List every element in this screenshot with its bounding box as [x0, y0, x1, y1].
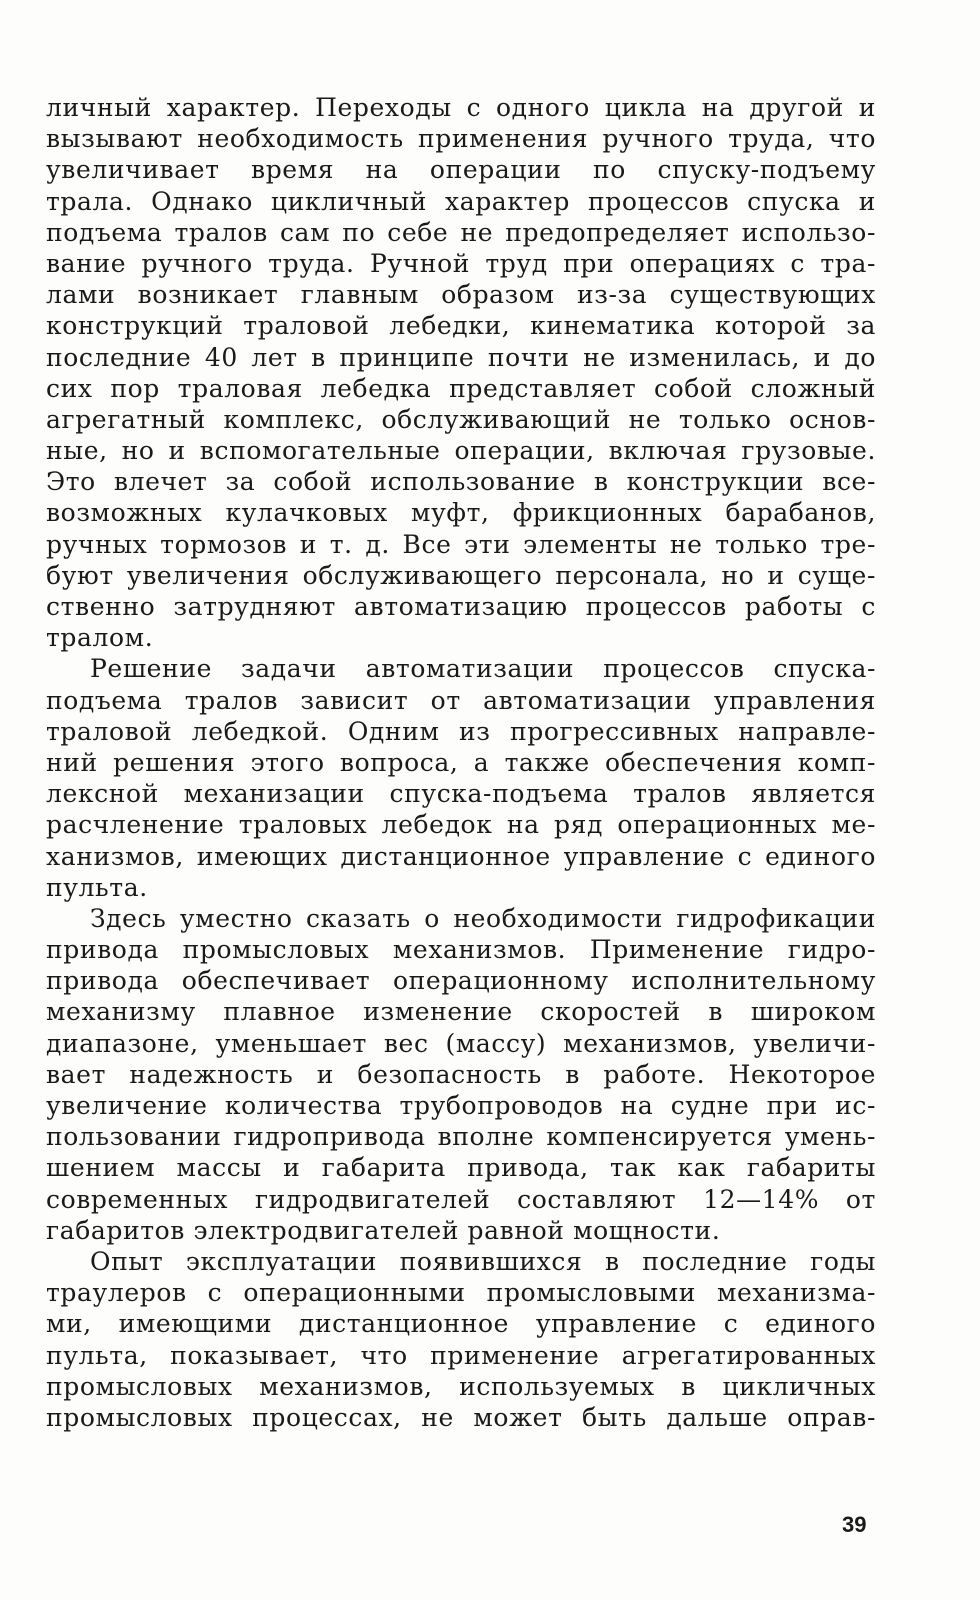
text-line: промысловых механизмов, используемых в цикличных: [46, 1371, 876, 1401]
text-line: расчленение траловых лебедок на ряд операционных ме-: [46, 810, 876, 840]
text-line: привода обеспечивает операционному исполнительному: [46, 966, 876, 996]
text-line: вызывают необходимость применения ручного труда, что: [46, 124, 876, 154]
text-line: ний решения этого вопроса, а также обеспечения комп-: [46, 747, 876, 777]
text-line: тралом.: [46, 623, 154, 653]
text-line: возможных кулачковых муфт, фрикционных барабанов,: [46, 498, 876, 528]
text-line: подъема тралов зависит от автоматизации управления: [46, 685, 876, 715]
text-line: ханизмов, имеющих дистанционное управление с единого: [46, 841, 876, 871]
text-line: ручных тормозов и т. д. Все эти элементы не только тре-: [46, 529, 876, 559]
text-line: лами возникает главным образом из-за существующих: [46, 280, 876, 310]
text-line: Это влечет за собой использование в конструкции все-: [46, 467, 876, 497]
text-line: личный характер. Переходы с одного цикла на другой и: [46, 93, 876, 122]
text-line: пульта.: [46, 872, 148, 902]
paragraph-first-line: Здесь уместно сказать о необходимости гидрофикации: [90, 903, 876, 933]
paragraph-first-line: Опыт эксплуатации появившихся в последние годы: [90, 1246, 876, 1276]
page-number: 39: [842, 1512, 867, 1537]
text-line: лексной механизации спуска-подъема тралов является: [46, 779, 876, 809]
text-line: ные, но и вспомогательные операции, включая грузовые.: [46, 436, 876, 466]
text-line: шением массы и габарита привода, так как габариты: [46, 1153, 876, 1183]
text-line: пульта, показывает, что применение агрегатированных: [46, 1340, 876, 1370]
text-line: увеличивает время на операции по спуску-подъему: [46, 155, 876, 185]
text-line: буют увеличения обслуживающего персонала, но и суще-: [46, 560, 876, 590]
body-text: [46, 92, 876, 1433]
text-line: траловой лебедкой. Одним из прогрессивных направле-: [46, 716, 876, 746]
text-line: механизму плавное изменение скоростей в широком: [46, 997, 876, 1027]
text-line: диапазоне, уменьшает вес (массу) механизмов, увеличи-: [46, 1028, 876, 1058]
text-line: привода промысловых механизмов. Применение гидро-: [46, 935, 876, 965]
text-line: ственно затрудняют автоматизацию процессов работы с: [46, 592, 876, 621]
text-line: конструкций траловой лебедки, кинематика которой за: [46, 311, 876, 341]
paragraph-first-line: Решение задачи автоматизации процессов спуска-: [90, 654, 876, 684]
text-line: подъема тралов сам по себе не предопределяет использо-: [46, 217, 876, 247]
text-line: вание ручного труда. Ручной труд при операциях с тра-: [46, 248, 876, 278]
text-line: габаритов электродвигателей равной мощности.: [46, 1215, 721, 1245]
text-line: пользовании гидропривода вполне компенсируется умень-: [46, 1122, 876, 1152]
text-line: агрегатный комплекс, обслуживающий не только основ-: [46, 404, 876, 434]
text-line: последние 40 лет в принципе почти не изменилась, и до: [46, 342, 876, 372]
text-line: современных гидродвигателей составляют 12—14% от: [46, 1184, 876, 1214]
text-line: сих пор траловая лебедка представляет собой сложный: [46, 373, 876, 403]
text-line: ми, имеющими дистанционное управление с единого: [46, 1309, 876, 1339]
text-line: промысловых процессах, не может быть дальше оправ-: [46, 1402, 876, 1432]
text-line: увеличение количества трубопроводов на судне при ис-: [46, 1091, 876, 1120]
text-line: траулеров с операционными промысловыми механизма-: [46, 1278, 876, 1308]
text-line: вает надежность и безопасность в работе. Некоторое: [46, 1059, 876, 1089]
text-line: трала. Однако цикличный характер процессов спуска и: [46, 186, 876, 216]
